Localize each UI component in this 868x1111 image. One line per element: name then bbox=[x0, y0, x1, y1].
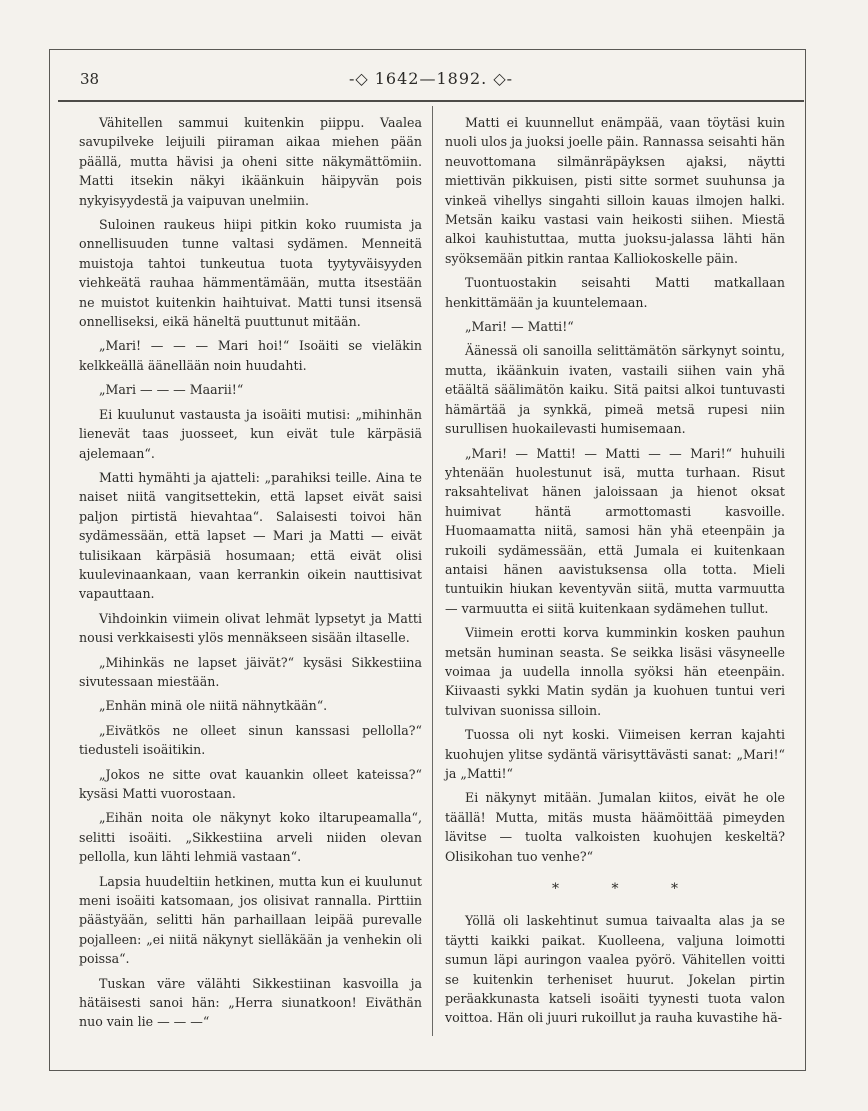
header-rule bbox=[58, 100, 804, 102]
left-column bbox=[79, 113, 422, 1037]
paragraph: Tuskan väre välähti Sikkestiinan kasvoilla ja hätäisesti sanoi hän: „Herra siunatkoon! Eiväthän nuo vain lie — — —“ bbox=[79, 975, 422, 1030]
page-header bbox=[58, 65, 804, 101]
page-number: 38 bbox=[80, 70, 100, 88]
paragraph: Matti ei kuunnellut enämpää, vaan töytäsi kuin nuoli ulos ja juoksi joelle päin. Rannassa seisahti hän neuvottomana silmänräpäyksen ajaksi, näytti miettivän pikkuisen, pisti sitte sormet suuhunsa ja vinkeä vihellys singahti silloin kauas ilmojen halki. Metsän kaiku vastasi vain heikosti siihen. Miestä alkoi kauhistuttaa, mutta juoksu-jalassa lähti hän syöksemään pitkin rantaa Kalliokoskelle päin. bbox=[445, 115, 785, 266]
paragraph: Tuossa oli nyt koski. Viimeisen kerran kajahti kuohujen ylitse sydäntä värisyttävästi sanat: „Mari!“ ja „Matti!“ bbox=[445, 727, 785, 781]
paragraph: „Enhän minä ole niitä nähnytkään“. bbox=[99, 698, 328, 714]
section-break: * * * bbox=[552, 881, 702, 898]
paragraph: Yöllä oli laskehtinut sumua taivaalta alas ja se täytti kaikki paikat. Kuolleena, valjuna loimotti sumun läpi auringon vaalea pyörö. Vähitellen voitti se kuitenkin terheniset huurut. Jokelan pirtin peräakkunasta katseli isoäiti tyynesti tuota valon voittoa. Hän oli juuri rukoillut ja rauha kuvastihe hä- bbox=[445, 913, 785, 1026]
right-column bbox=[445, 113, 785, 1033]
running-head: -◇ 1642—1892. ◇- bbox=[348, 69, 514, 88]
paragraph: Suloinen raukeus hiipi pitkin koko ruumista ja onnellisuuden tunne valtasi sydämen. Menneitä muistoja tahtoi tunkeutua tuota tyytyväisyyden viehkeätä rauhaa hämmentämään, mutta itsestään ne muistot kuitenkin haihtuivat. Matti tunsi itsensä onnelliseksi, eikä häneltä puuttunut mitään. bbox=[79, 217, 422, 330]
column-divider bbox=[432, 106, 433, 1036]
paragraph: „Mari! — Matti! — Matti — — Mari!“ huhuili yhtenään huolestunut isä, mutta turhaan. Risut raksahtelivat hänen jaloissaan ja hienot oksat huimivat häntä armottomasti kasvoille. Huomaamatta niitä, samosi hän yhä eteenpäin ja rukoili sydämessään, että Jumala ei kuitenkaan antaisi hänen aavistuksensa olla totta. Mieli tuntuikin hiukan keventyvän siitä, mutta varmuutta — varmuutta ei siitä kuitenkaan sydämehen tullut. bbox=[445, 445, 785, 616]
paragraph: Viimein erotti korva kumminkin kosken pauhun metsän huminan seasta. Se seikka lisäsi väsyneelle voimaa ja uudella innolla syöksi hän eteenpäin. Kiivaasti sykki Matin sydän ja kuohuen tuntui veri tulvivan suonissa silloin. bbox=[445, 625, 785, 718]
paragraph: Äänessä oli sanoilla selittämätön särkynyt sointu, mutta, ikäänkuin ivaten, vastaili siihen vain yhä etäältä säälimätön kaiku. Sitä paitsi alkoi tuntuvasti hämärtää ja synkkä, pimeä metsä rupesi niin surullisen huokailevasti humisemaan. bbox=[445, 343, 785, 437]
paragraph: „Eivätkös ne olleet sinun kanssasi pellolla?“ tiedusteli isoäitikin. bbox=[79, 722, 422, 758]
paragraph: „Mari — — — Maarii!“ bbox=[99, 382, 244, 398]
paragraph: Ei kuulunut vastausta ja isoäiti mutisi: „mihinhän lienevät taas juosseet, kun eivät tule kärpäsiä ajelemaan“. bbox=[79, 406, 422, 461]
paragraph: „Mari! — — — Mari hoi!“ Isoäiti se vieläkin kelkkeällä äänellään noin huudahti. bbox=[79, 338, 422, 373]
paragraph: „Jokos ne sitte ovat kauankin olleet kateissa?“ kysäsi Matti vuorostaan. bbox=[79, 766, 422, 801]
paragraph: „Eihän noita ole näkynyt koko iltarupeamalla“, selitti isoäiti. „Sikkestiina arveli niiden olevan pellolla, kun lähti lehmiä vastaan“. bbox=[79, 810, 422, 865]
paragraph: „Mihinkäs ne lapset jäivät?“ kysäsi Sikkestiina sivutessaan miestään. bbox=[79, 654, 422, 689]
paragraph: Tuontuostakin seisahti Matti matkallaan henkittämään ja kuuntelemaan. bbox=[445, 275, 785, 310]
paragraph: Lapsia huudeltiin hetkinen, mutta kun ei kuulunut meni isoäiti katsomaan, jos olisivat rannalla. Pirttiin päästyään, selitti hän parhaillaan leipää purevalle pojalleen: „ei niitä näkynyt sielläkään ja venhekin oli poissa“. bbox=[79, 873, 422, 967]
paragraph: Ei näkynyt mitään. Jumalan kiitos, eivät he ole täällä! Mutta, mitäs musta häämöittää pimeyden lävitse — tuolta valkoisten kuohujen keskeltä? Olisikohan tuo venhe?“ bbox=[445, 790, 785, 864]
paragraph: „Mari! — Matti!“ bbox=[465, 319, 574, 335]
paragraph: Vihdoinkin viimein olivat lehmät lypsetyt ja Matti nousi verkkaisesti ylös mennäkseen sisään iltaselle. bbox=[79, 610, 422, 646]
paragraph: Matti hymähti ja ajatteli: „parahiksi teille. Aina te naiset niitä vangitsettekin, että lapset eivät saisi paljon pirtistä hievahtaa“. Salaisesti toivoi hän sydämessään, että lapset — Mari ja Matti — eivät tulisikaan kärpäsiä hosumaan; että eivät olisi kuulevinaankaan, vaan kerrankin oikein nauttisivat vapauttaan. bbox=[79, 469, 422, 602]
paragraph: Vähitellen sammui kuitenkin piippu. Vaalea savupilveke leijuili piiraman aikaa miehen pään päällä, mutta hävisi ja oheni sitte näkymättömiin. Matti itsekin näkyi ikäänkuin häipyvän pois nykyisyydestä ja vaipuvan unelmiin. bbox=[79, 115, 422, 208]
